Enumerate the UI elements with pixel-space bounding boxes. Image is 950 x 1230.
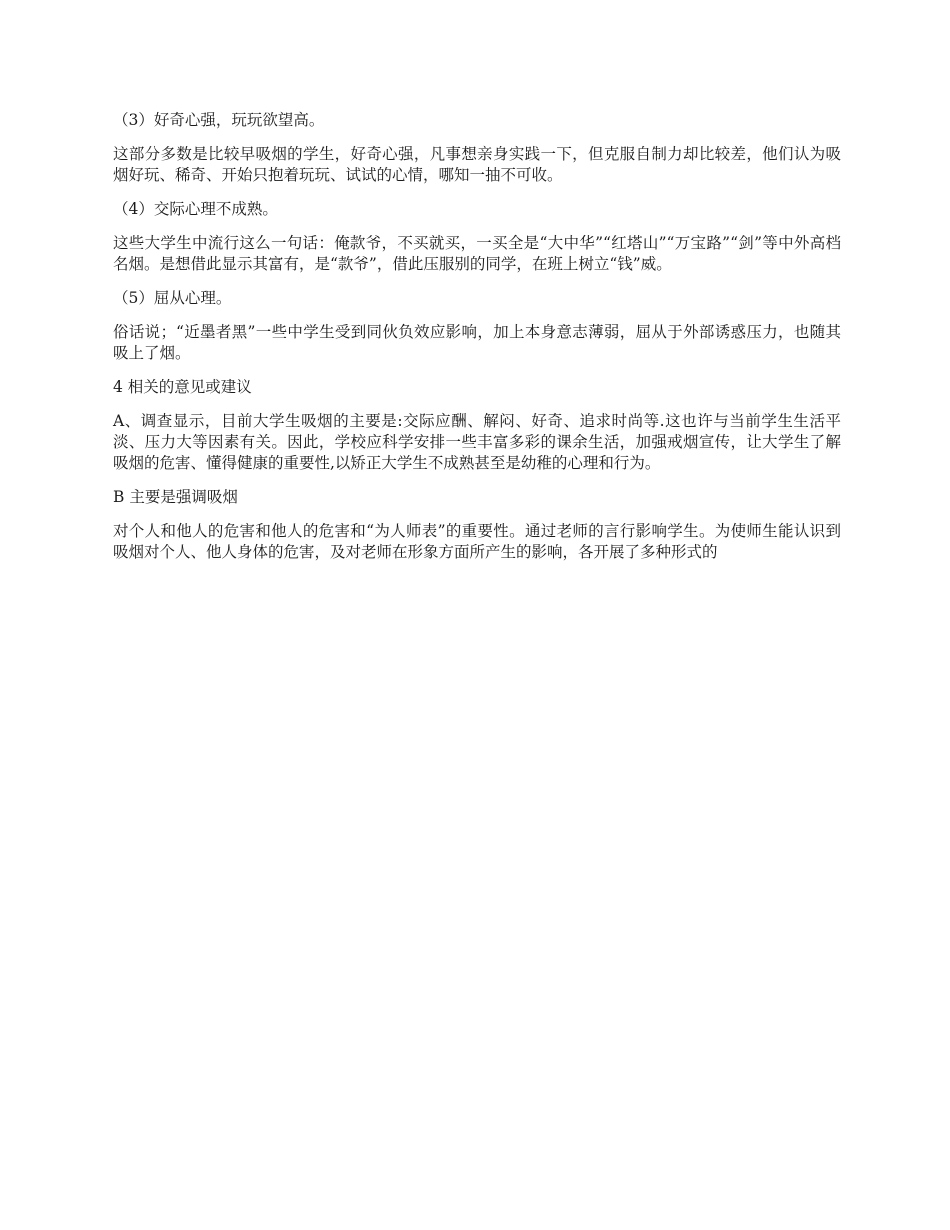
paragraph-conformity: 俗话说；“近墨者黑”一些中学生受到同伙负效应影响，加上本身意志薄弱，屈从于外部诱惑压力，也随其吸上了烟。 [113, 323, 841, 362]
section-heading-conformity: （5）屈从心理。 [113, 289, 232, 307]
paragraph-suggestion-a: A、调查显示，目前大学生吸烟的主要是:交际应酬、解闷、好奇、追求时尚等.这也许与当前学生生活平淡、压力大等因素有关。因此，学校应科学安排一些丰富多彩的课余生活，加强戒烟宣传，让大学生了解吸烟的危害、懂得健康的重要性,以矫正大学生不成熟甚至是幼稚的心理和行为。 [113, 412, 841, 472]
section-heading-social: （4）交际心理不成熟。 [113, 200, 278, 218]
section-heading-curiosity: （3）好奇心强，玩玩欲望高。 [113, 111, 325, 129]
section-heading-suggestion-b: B 主要是强调吸烟 [113, 488, 238, 506]
paragraph-suggestion-b: 对个人和他人的危害和他人的危害和“为人师表”的重要性。通过老师的言行影响学生。为使师生能认识到吸烟对个人、他人身体的危害，及对老师在形象方面所产生的影响，各开展了多种形式的 [113, 522, 841, 561]
section-heading-suggestions: 4 相关的意见或建议 [113, 378, 252, 396]
paragraph-social: 这些大学生中流行这么一句话：俺款爷，不买就买，一买全是“大中华”“红塔山”“万宝路”“剑”等中外高档名烟。是想借此显示其富有，是“款爷”，借此压服别的同学，在班上树立“钱”威。 [113, 234, 841, 273]
document-page [113, 110, 841, 576]
paragraph-curiosity: 这部分多数是比较早吸烟的学生，好奇心强，凡事想亲身实践一下，但克服自制力却比较差，他们认为吸烟好玩、稀奇、开始只抱着玩玩、试试的心情，哪知一抽不可收。 [113, 145, 841, 184]
